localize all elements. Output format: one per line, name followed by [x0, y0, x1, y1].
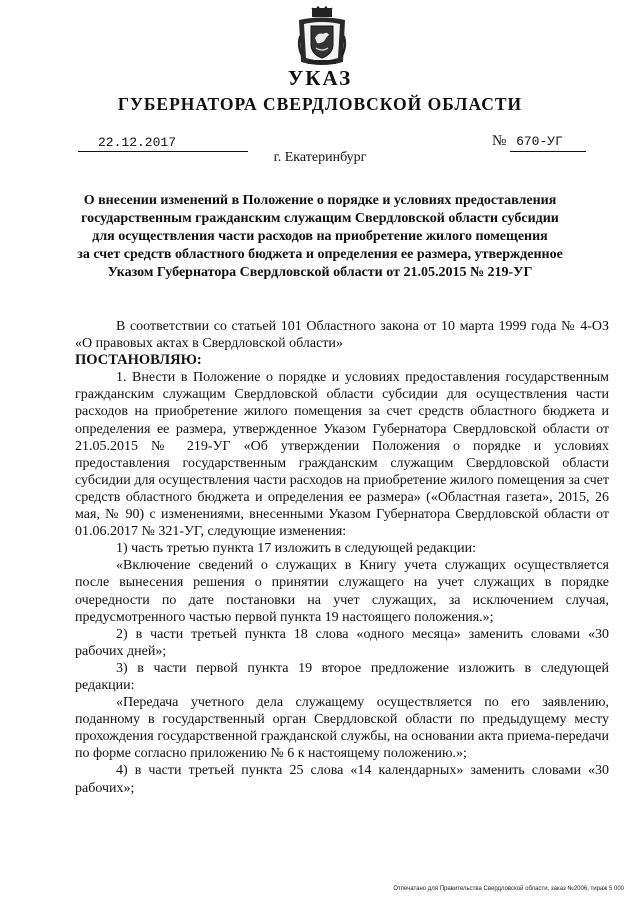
body-paragraph: 2) в части третьей пункта 18 слова «одного месяца» заменить словами «30 рабочих дней»; [75, 626, 609, 659]
body-paragraph: «Включение сведений о служащих в Книгу учета служащих осуществляется после вынесения решения о принятии служащего на учет служащих в порядке очередности по дате постановки на учет служащих, за исключением случая, предусмотренного частью первой пункта 19 настоящего положения.»; [75, 558, 609, 625]
body-paragraph: 3) в части первой пункта 19 второе предложение изложить в следующей редакции: [75, 660, 609, 693]
number-sign: № [492, 133, 507, 149]
heading-line: за счет средств областного бюджета и определения ее размера, утвержденное [77, 247, 563, 262]
heading-line: Указом Губернатора Свердловской области от 21.05.2015 № 219-УГ [107, 265, 533, 280]
decree-heading [60, 192, 580, 282]
decree-number: 670-УГ [510, 133, 586, 152]
body-paragraph: 4) в части третьей пункта 25 слова «14 календарных» заменить словами «30 рабочих»; [75, 763, 609, 796]
document-subtitle: ГУБЕРНАТОРА СВЕРДЛОВСКОЙ ОБЛАСТИ [117, 94, 523, 114]
decree-city: г. Екатеринбург [273, 150, 367, 165]
document-title: УКАЗ [287, 66, 353, 90]
decree-body [75, 318, 609, 797]
decree-word: ПОСТАНОВЛЯЮ: [75, 352, 202, 369]
heading-line: для осуществления части расходов на приобретение жилого помещения [92, 229, 548, 244]
heading-line: О внесении изменений в Положение о порядке и условиях предоставления [83, 193, 557, 208]
decree-date: 22.12.2017 [78, 134, 248, 152]
print-footer-note: Отпечатано для Правительства Свердловской области, заказ №2006, тираж 5 000 [393, 886, 624, 892]
body-paragraph: «Передача учетного дела служащему осуществляется по его заявлению, поданному в государственный орган Свердловской области по предыдущему месту прохождения государственной гражданской службы, на основании акта приема-передачи по форме согласно приложению № 6 к настоящему положению.»; [75, 695, 609, 762]
coat-of-arms-icon [296, 6, 348, 68]
body-paragraph: 1. Внести в Положение о порядке и условиях предоставления государственным гражданским служащим Свердловской области субсидии для осуществления части расходов на приобретение жилого помещения за счет средств областного бюджета и определения ее размера, утвержденное Указом Губернатора Свердловской области от 21.05.2015 № 219-УГ «Об утверждении Положения о порядке и условиях предоставления государственным гражданским служащим Свердловской области субсидии для осуществления части расходов на приобретение жилого помещения за счет средств областного бюджета и определения ее размера» («Областная газета», 2015, 26 мая, № 90) с изменениями, внесенными Указом Губернатора Свердловской области от 01.06.2017 № 321-УГ, следующие изменения: [75, 370, 609, 540]
preamble-paragraph: В соответствии со статьей 101 Областного закона от 10 марта 1999 года № 4-ОЗ «О правовых актах в Свердловской области» [75, 319, 609, 352]
heading-line: государственным гражданским служащим Свердловской области субсидии [81, 211, 559, 226]
body-paragraph: 1) часть третью пункта 17 изложить в следующей редакции: [116, 541, 476, 557]
